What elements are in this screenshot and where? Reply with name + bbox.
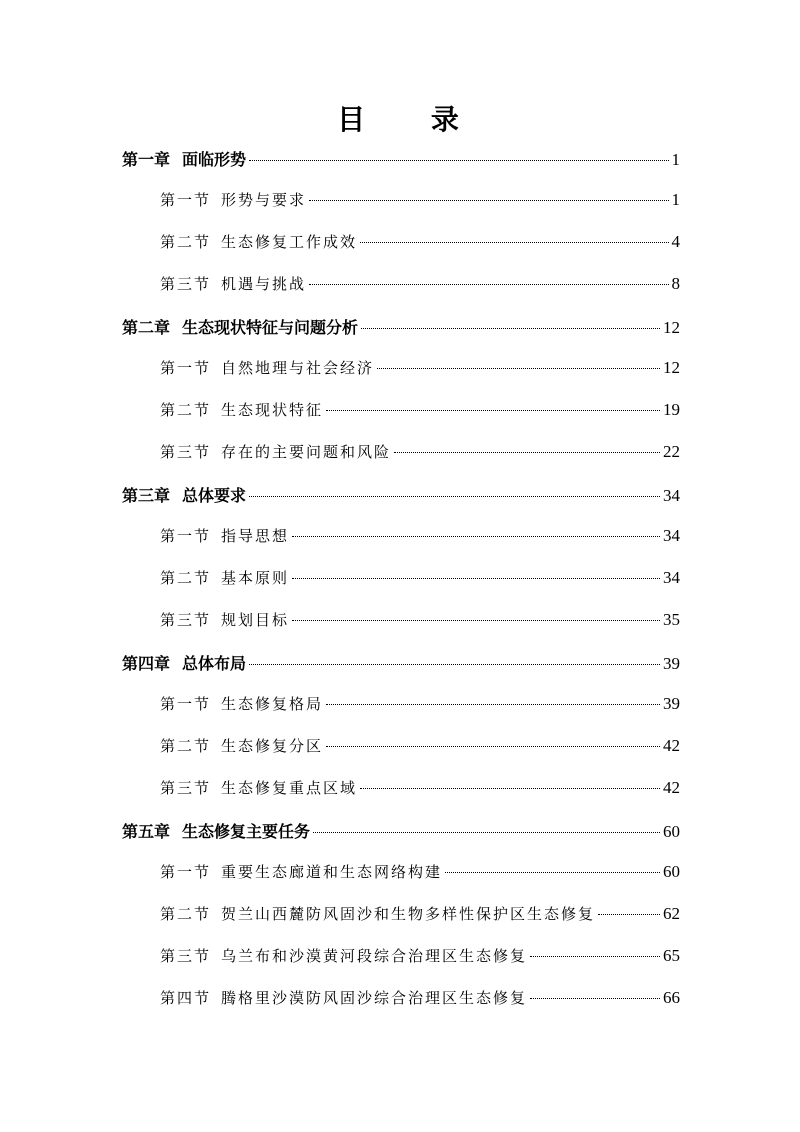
toc-page-number: 12 bbox=[663, 358, 680, 377]
toc-entry-title: 生态修复工作成效 bbox=[221, 233, 358, 251]
toc-page-number: 1 bbox=[671, 150, 680, 169]
toc-section-entry[interactable] bbox=[160, 357, 680, 383]
toc-entry-title: 总体要求 bbox=[182, 486, 247, 505]
toc-section-entry[interactable] bbox=[160, 399, 680, 425]
toc-section-entry[interactable] bbox=[160, 693, 680, 719]
toc-section-entry[interactable] bbox=[160, 777, 680, 803]
toc-entry-label: 第五章 bbox=[122, 822, 171, 841]
toc-page-number: 60 bbox=[663, 822, 680, 841]
toc-leader-dots bbox=[394, 452, 660, 453]
toc-section-entry[interactable] bbox=[160, 945, 680, 971]
toc-entry-title: 规划目标 bbox=[221, 611, 290, 629]
toc-leader-dots bbox=[530, 956, 660, 957]
toc-chapter-entry[interactable] bbox=[122, 315, 680, 341]
toc-page-number: 4 bbox=[671, 232, 680, 251]
toc-entry-label: 第三节 bbox=[160, 275, 212, 293]
toc-page-number: 60 bbox=[663, 862, 680, 881]
toc-entry-title: 基本原则 bbox=[221, 569, 290, 587]
toc-page-number: 8 bbox=[671, 274, 680, 293]
toc-entry-label: 第四节 bbox=[160, 989, 212, 1007]
toc-entry-label: 第一节 bbox=[160, 359, 212, 377]
toc-entry-title: 存在的主要问题和风险 bbox=[221, 443, 392, 461]
toc-leader-dots bbox=[249, 496, 660, 497]
toc-entry-title: 总体布局 bbox=[182, 654, 247, 673]
toc-entry-title: 形势与要求 bbox=[221, 191, 307, 209]
toc-entry-label: 第三章 bbox=[122, 486, 171, 505]
toc-entry-label: 第二节 bbox=[160, 737, 212, 755]
toc-entry-label: 第二章 bbox=[122, 318, 171, 337]
toc-page-number: 62 bbox=[663, 904, 680, 923]
toc-entry-label: 第二节 bbox=[160, 233, 212, 251]
toc-leader-dots bbox=[249, 664, 660, 665]
toc-chapter-entry[interactable] bbox=[122, 483, 680, 509]
toc-leader-dots bbox=[360, 788, 660, 789]
toc-entry-title: 机遇与挑战 bbox=[221, 275, 307, 293]
toc-page-number: 34 bbox=[663, 568, 680, 587]
toc-entry-label: 第四章 bbox=[122, 654, 171, 673]
toc-entry-label: 第二节 bbox=[160, 569, 212, 587]
toc-section-entry[interactable] bbox=[160, 861, 680, 887]
toc-entry-title: 乌兰布和沙漠黄河段综合治理区生态修复 bbox=[221, 947, 528, 965]
toc-leader-dots bbox=[292, 620, 660, 621]
toc-leader-dots bbox=[360, 242, 668, 243]
toc-page-number: 34 bbox=[663, 526, 680, 545]
toc-leader-dots bbox=[445, 872, 660, 873]
toc-page-number: 66 bbox=[663, 988, 680, 1007]
toc-leader-dots bbox=[326, 746, 660, 747]
toc-section-entry[interactable] bbox=[160, 609, 680, 635]
toc-entry-label: 第一节 bbox=[160, 527, 212, 545]
toc-page-number: 42 bbox=[663, 736, 680, 755]
toc-entry-label: 第一章 bbox=[122, 150, 171, 169]
toc-leader-dots bbox=[309, 284, 668, 285]
toc-entry-title: 腾格里沙漠防风固沙综合治理区生态修复 bbox=[221, 989, 528, 1007]
toc-section-entry[interactable] bbox=[160, 189, 680, 215]
toc-page-number: 19 bbox=[663, 400, 680, 419]
toc-entry-title: 贺兰山西麓防风固沙和生物多样性保护区生态修复 bbox=[221, 905, 596, 923]
toc-section-entry[interactable] bbox=[160, 567, 680, 593]
toc-leader-dots bbox=[598, 914, 660, 915]
toc-entry-title: 生态修复主要任务 bbox=[182, 822, 311, 841]
toc-leader-dots bbox=[326, 410, 660, 411]
toc-leader-dots bbox=[377, 368, 660, 369]
toc-page-number: 12 bbox=[663, 318, 680, 337]
toc-entry-title: 生态修复分区 bbox=[221, 737, 324, 755]
toc-entry-label: 第一节 bbox=[160, 191, 212, 209]
toc-entry-title: 生态修复重点区域 bbox=[221, 779, 358, 797]
toc-page-number: 34 bbox=[663, 486, 680, 505]
toc-entry-label: 第三节 bbox=[160, 947, 212, 965]
toc-section-entry[interactable] bbox=[160, 903, 680, 929]
toc-entry-title: 生态现状特征 bbox=[221, 401, 324, 419]
toc-leader-dots bbox=[292, 578, 660, 579]
toc-section-entry[interactable] bbox=[160, 273, 680, 299]
toc-page-number: 22 bbox=[663, 442, 680, 461]
toc-page-number: 1 bbox=[671, 190, 680, 209]
toc-title: 目 录 bbox=[337, 103, 487, 136]
toc-entry-label: 第二节 bbox=[160, 401, 212, 419]
toc-leader-dots bbox=[292, 536, 660, 537]
toc-entry-label: 第一节 bbox=[160, 695, 212, 713]
toc-entry-label: 第二节 bbox=[160, 905, 212, 923]
toc-leader-dots bbox=[309, 200, 668, 201]
toc-leader-dots bbox=[313, 832, 660, 833]
toc-section-entry[interactable] bbox=[160, 441, 680, 467]
toc-entry-title: 指导思想 bbox=[221, 527, 290, 545]
toc-entry-title: 自然地理与社会经济 bbox=[221, 359, 375, 377]
toc-entry-label: 第三节 bbox=[160, 779, 212, 797]
toc-page-number: 39 bbox=[663, 654, 680, 673]
toc-entry-title: 面临形势 bbox=[182, 150, 247, 169]
toc-section-entry[interactable] bbox=[160, 231, 680, 257]
toc-page-number: 42 bbox=[663, 778, 680, 797]
toc-chapter-entry[interactable] bbox=[122, 819, 680, 845]
toc-section-entry[interactable] bbox=[160, 987, 680, 1013]
toc-section-entry[interactable] bbox=[160, 735, 680, 761]
toc-entry-label: 第三节 bbox=[160, 443, 212, 461]
toc-page-number: 35 bbox=[663, 610, 680, 629]
toc-leader-dots bbox=[361, 328, 660, 329]
toc-section-entry[interactable] bbox=[160, 525, 680, 551]
toc-entry-title: 生态现状特征与问题分析 bbox=[182, 318, 359, 337]
toc-chapter-entry[interactable] bbox=[122, 651, 680, 677]
toc-entry-title: 重要生态廊道和生态网络构建 bbox=[221, 863, 443, 881]
toc-leader-dots bbox=[249, 160, 668, 161]
toc-leader-dots bbox=[326, 704, 660, 705]
toc-entry-title: 生态修复格局 bbox=[221, 695, 324, 713]
toc-leader-dots bbox=[530, 998, 660, 999]
toc-chapter-entry[interactable] bbox=[122, 147, 680, 173]
toc-page-number: 39 bbox=[663, 694, 680, 713]
toc-page-number: 65 bbox=[663, 946, 680, 965]
toc-entry-label: 第三节 bbox=[160, 611, 212, 629]
toc-entry-label: 第一节 bbox=[160, 863, 212, 881]
